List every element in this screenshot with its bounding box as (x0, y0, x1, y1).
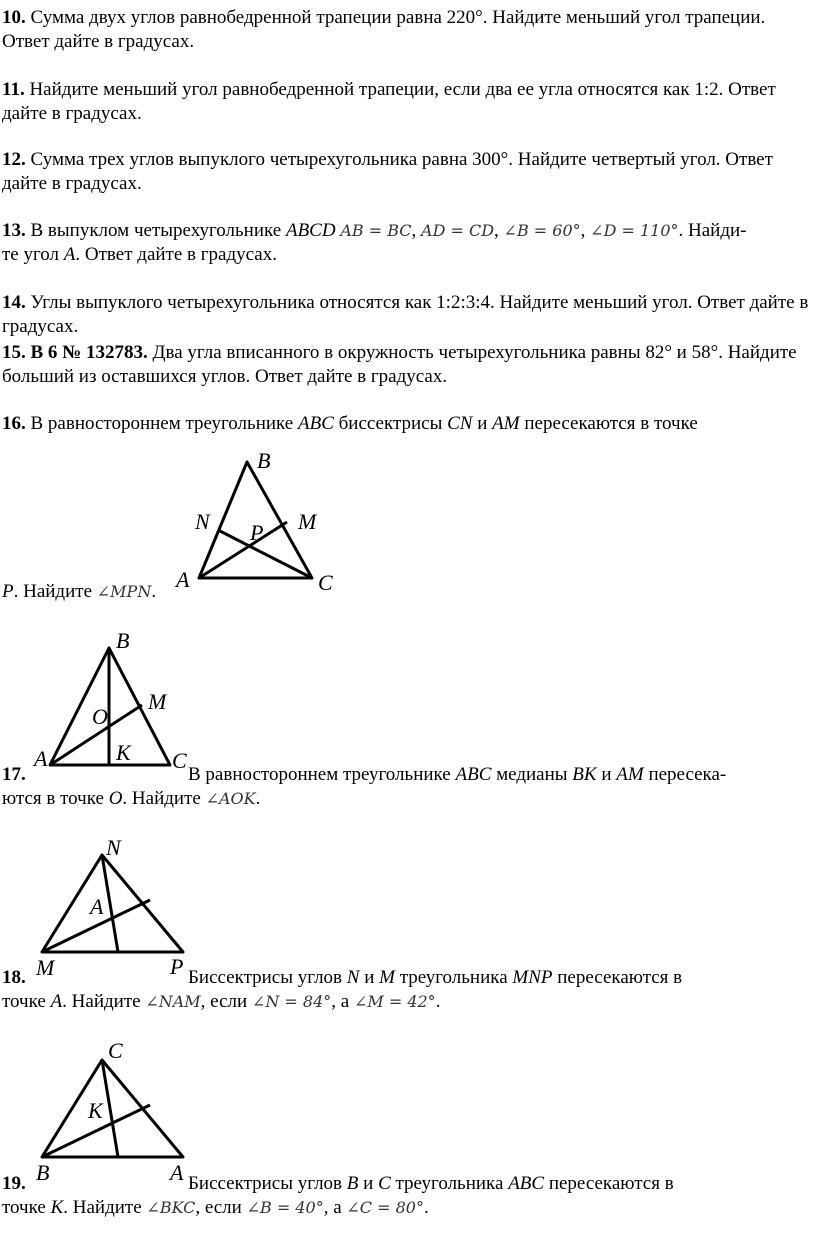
problem-18-text-7: , если (200, 991, 252, 1012)
triangle-abc-19: ABC (508, 1173, 545, 1194)
figure-16-label-b: B (257, 448, 271, 473)
formula-angle-b: ∠B = 40° (246, 1198, 324, 1217)
problem-18-text-5: точке (2, 991, 51, 1012)
problem-17-text-5: ются в точке (2, 788, 109, 809)
problem-18-text-6: . Найдите (62, 991, 146, 1012)
formula-angle-nam: ∠NAM (145, 992, 201, 1011)
problem-16-text-5: . Найдите (13, 581, 97, 602)
figure-16-label-p: P (250, 520, 264, 545)
triangle-mnp: MNP (512, 967, 553, 988)
point-a: A (63, 244, 76, 265)
problem-17-number: 17. (2, 764, 26, 785)
figure-19-label-b: B (36, 1160, 50, 1185)
problem-19-text: Биссектрисы углов (188, 1173, 347, 1194)
figure-18-label-p: P (170, 954, 184, 979)
formula-ab-bc: AB = BC (340, 221, 412, 240)
problem-19-line-1 (2, 1172, 26, 1196)
problem-18-text-3: треугольника (394, 967, 513, 988)
figure-16-label-c: C (318, 570, 333, 595)
problem-16-text-2: биссектрисы (333, 413, 448, 434)
problem-17-text-3: и (596, 764, 617, 785)
point-p: P (2, 581, 14, 602)
problem-19-number: 19. (2, 1173, 26, 1194)
problem-16-number: 16. (2, 413, 26, 434)
figure-18-label-n: N (106, 835, 121, 860)
problem-13-text: В выпуклом четырехугольнике (30, 220, 286, 241)
formula-angle-c: ∠C = 80° (346, 1198, 424, 1217)
formula-angle-b: ∠B = 60° (503, 221, 581, 240)
problem-13-number: 13. (2, 220, 26, 241)
formula-angle-aok: ∠AOK (205, 789, 256, 808)
problem-18-number: 18. (2, 967, 26, 988)
problem-19-line-1b (188, 1172, 674, 1196)
problem-15-text: Два угла вписанного в окружность четырехугольника равны 82° и 58°. Найдите больший из оставшихся углов. Ответ дайте в градусах. (2, 342, 797, 387)
formula-angle-n: ∠N = 84° (251, 992, 332, 1011)
problem-11-text: Найдите меньший угол равнобедренной трапеции, если два ее угла относятся как 1:2. Ответ дайте в градусах. (2, 79, 776, 124)
problem-19-text-8: , а (323, 1197, 347, 1218)
point-k: K (50, 1197, 64, 1218)
point-m: M (379, 967, 395, 988)
triangle-abc-17: ABC (455, 764, 492, 785)
segment-am-17: AM (616, 764, 644, 785)
point-c-19: C (378, 1173, 391, 1194)
problem-17-text: В равностороннем треугольнике (188, 764, 456, 785)
problem-18-text-2: и (359, 967, 380, 988)
problem-18-text-8: , а (331, 991, 354, 1012)
segment-bk: BK (572, 764, 597, 785)
problem-13-text-end: . Найди- (678, 220, 747, 241)
problem-10-text: Сумма двух углов равнобедренной трапеции равна 220°. Найдите меньший угол трапеции. Ответ дайте в градусах. (2, 7, 766, 52)
problem-12-text: Сумма трех углов выпуклого четырехугольника равна 300°. Найдите четвертый угол. Ответ дайте в градусах. (2, 149, 773, 194)
problem-19-text-4: пересекаются в (544, 1173, 674, 1194)
segment-cn: CN (447, 413, 473, 434)
quad-abcd: ABCD (285, 220, 336, 241)
problem-16-text-3: и (472, 413, 493, 434)
figure-19-label-a: A (170, 1160, 184, 1185)
problem-18-text: Биссектрисы углов (188, 967, 347, 988)
figure-18-label-m: M (36, 955, 55, 980)
problem-19-text-2: и (358, 1173, 379, 1194)
problem-10-number: 10. (2, 7, 26, 28)
point-n: N (346, 967, 360, 988)
figure-19-triangle (42, 1060, 183, 1157)
formula-ad-cd: AD = CD (421, 221, 495, 240)
problem-17-period: . (255, 788, 261, 809)
problem-19-text-5: точке (2, 1197, 51, 1218)
figure-17-label-o: O (92, 704, 108, 729)
problem-19-period: . (423, 1197, 429, 1218)
formula-angle-m: ∠M = 42° (353, 992, 436, 1011)
point-b-19: B (346, 1173, 359, 1194)
figure-18-label-a: A (90, 894, 104, 919)
problem-15-number: 15. В 6 № 132783. (2, 342, 148, 363)
problem-14-number: 14. (2, 292, 26, 313)
segment-am: AM (492, 413, 520, 434)
problem-19-text-6: . Найдите (63, 1197, 147, 1218)
problem-11-number: 11. (2, 79, 25, 100)
figure-17-label-k: K (116, 740, 131, 765)
problem-16-period: . (151, 581, 157, 602)
point-o: O (108, 788, 123, 809)
problem-13-text-2: те угол (2, 244, 64, 265)
problem-12-number: 12. (2, 149, 26, 170)
problem-13-text-3: . Ответ дайте в градусах. (75, 244, 277, 265)
formula-angle-bkc: ∠BKC (146, 1198, 196, 1217)
formula-angle-d: ∠D = 110° (590, 221, 679, 240)
figure-17-label-m: M (148, 689, 167, 714)
problem-19-line-2 (2, 1196, 429, 1220)
problem-17-text-4: пересека- (643, 764, 727, 785)
problem-14-text: Углы выпуклого четырехугольника относятся как 1:2:3:4. Найдите меньший угол. Ответ дайте в градусах. (2, 292, 809, 337)
problem-17-text-6: . Найдите (122, 788, 206, 809)
figure-19-label-c: C (108, 1038, 123, 1063)
figure-17-label-c: C (172, 748, 187, 773)
problem-17-text-2: медианы (491, 764, 573, 785)
formula-angle-mpn: ∠MPN (96, 582, 152, 601)
point-a-18: A (50, 991, 63, 1012)
figure-19-label-k: K (88, 1098, 103, 1123)
figure-17-label-b: B (116, 628, 130, 653)
figure-16-label-m: M (298, 509, 317, 534)
problem-18-period: . (435, 991, 441, 1012)
triangle-abc: ABC (297, 413, 334, 434)
figure-17-label-a: A (34, 746, 48, 771)
figure-16-label-a: A (176, 567, 190, 592)
problem-19-text-3: треугольника (390, 1173, 509, 1194)
problem-19-text-7: , если (195, 1197, 247, 1218)
figure-16-label-n: N (195, 509, 210, 534)
problem-13-line-1: 13. В выпуклом четырехугольнике ABCD AB = BC, AD = CD, ∠B = 60°, ∠D = 110°. Найди- (2, 220, 747, 241)
problem-16-text-4: пересекаются в точке (519, 413, 698, 434)
problem-18-text-4: пересекаются в (552, 967, 683, 988)
problem-16-text: В равностороннем треугольнике (30, 413, 298, 434)
